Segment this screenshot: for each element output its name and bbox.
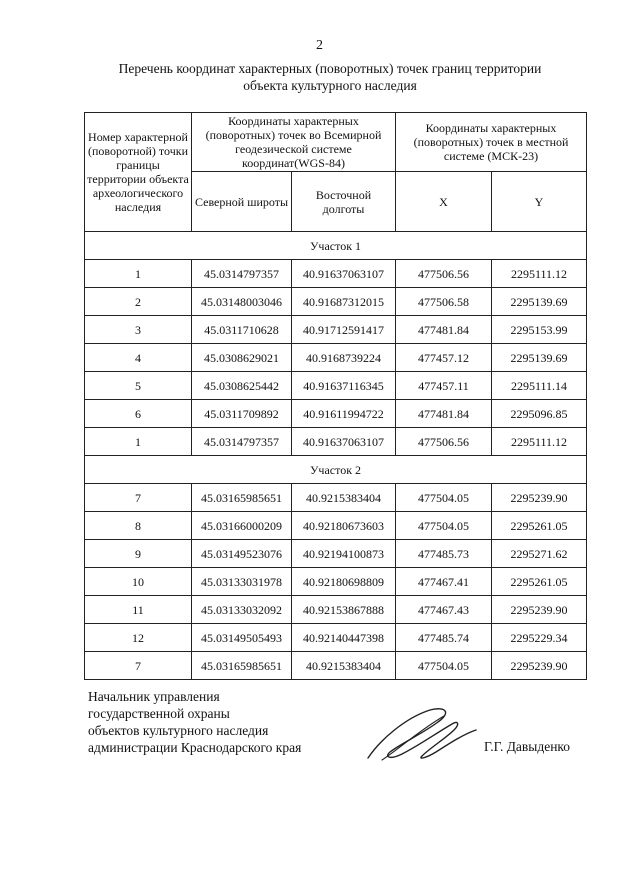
x-coordinate-cell: 477506.58 bbox=[396, 288, 492, 316]
signatory-line-4: администрации Краснодарского края bbox=[88, 740, 302, 755]
y-coordinate-cell: 2295229.34 bbox=[492, 624, 587, 652]
section-row bbox=[85, 232, 587, 260]
point-number-cell: 9 bbox=[85, 540, 192, 568]
x-coordinate-cell: 477485.74 bbox=[396, 624, 492, 652]
point-number-cell: 12 bbox=[85, 624, 192, 652]
y-coordinate-cell: 2295139.69 bbox=[492, 288, 587, 316]
table-row bbox=[85, 400, 587, 428]
latitude-cell: 45.03166000209 bbox=[192, 512, 292, 540]
handwritten-signature bbox=[360, 700, 480, 770]
latitude-cell: 45.0314797357 bbox=[192, 428, 292, 456]
header-x: X bbox=[396, 172, 492, 232]
latitude-cell: 45.03165985651 bbox=[192, 652, 292, 680]
y-coordinate-cell: 2295111.12 bbox=[492, 260, 587, 288]
signatory-line-1: Начальник управления bbox=[88, 689, 220, 704]
point-number-cell: 7 bbox=[85, 484, 192, 512]
point-number-cell: 2 bbox=[85, 288, 192, 316]
point-number-cell: 1 bbox=[85, 428, 192, 456]
header-point-number: Номер характерной (поворотной) точки границы территории объекта археологического наследия bbox=[85, 113, 192, 232]
latitude-cell: 45.03133032092 bbox=[192, 596, 292, 624]
x-coordinate-cell: 477506.56 bbox=[396, 260, 492, 288]
longitude-cell: 40.92140447398 bbox=[292, 624, 396, 652]
y-coordinate-cell: 2295111.12 bbox=[492, 428, 587, 456]
point-number-cell: 5 bbox=[85, 372, 192, 400]
table-row bbox=[85, 568, 587, 596]
table-row bbox=[85, 540, 587, 568]
x-coordinate-cell: 477485.73 bbox=[396, 540, 492, 568]
header-latitude: Северной широты bbox=[192, 172, 292, 232]
longitude-cell: 40.91687312015 bbox=[292, 288, 396, 316]
header-msk23: Координаты характерных (поворотных) точек в местной системе (МСК-23) bbox=[396, 113, 587, 172]
document-title-line-1: Перечень координат характерных (поворотных) точек границ территории bbox=[118, 61, 542, 76]
table-row bbox=[85, 512, 587, 540]
longitude-cell: 40.92180673603 bbox=[292, 512, 396, 540]
latitude-cell: 45.0311710628 bbox=[192, 316, 292, 344]
longitude-cell: 40.91712591417 bbox=[292, 316, 396, 344]
table-row bbox=[85, 260, 587, 288]
x-coordinate-cell: 477504.05 bbox=[396, 484, 492, 512]
document-title-line-2: объекта культурного наследия bbox=[243, 78, 417, 93]
table-row bbox=[85, 288, 587, 316]
x-coordinate-cell: 477504.05 bbox=[396, 652, 492, 680]
y-coordinate-cell: 2295261.05 bbox=[492, 568, 587, 596]
x-coordinate-cell: 477457.11 bbox=[396, 372, 492, 400]
longitude-cell: 40.9168739224 bbox=[292, 344, 396, 372]
y-coordinate-cell: 2295261.05 bbox=[492, 512, 587, 540]
signatory-line-3: объектов культурного наследия bbox=[88, 723, 269, 738]
latitude-cell: 45.03149523076 bbox=[192, 540, 292, 568]
longitude-cell: 40.91637063107 bbox=[292, 428, 396, 456]
point-number-cell: 6 bbox=[85, 400, 192, 428]
latitude-cell: 45.0314797357 bbox=[192, 260, 292, 288]
latitude-cell: 45.03165985651 bbox=[192, 484, 292, 512]
table-row bbox=[85, 484, 587, 512]
latitude-cell: 45.03149505493 bbox=[192, 624, 292, 652]
table-row bbox=[85, 624, 587, 652]
longitude-cell: 40.9215383404 bbox=[292, 484, 396, 512]
point-number-cell: 1 bbox=[85, 260, 192, 288]
y-coordinate-cell: 2295239.90 bbox=[492, 484, 587, 512]
section-title: Участок 2 bbox=[85, 456, 587, 484]
x-coordinate-cell: 477481.84 bbox=[396, 316, 492, 344]
point-number-cell: 4 bbox=[85, 344, 192, 372]
point-number-cell: 11 bbox=[85, 596, 192, 624]
point-number-cell: 7 bbox=[85, 652, 192, 680]
header-y: Y bbox=[492, 172, 587, 232]
table-row bbox=[85, 372, 587, 400]
y-coordinate-cell: 2295239.90 bbox=[492, 652, 587, 680]
y-coordinate-cell: 2295111.14 bbox=[492, 372, 587, 400]
header-longitude: Восточной долготы bbox=[292, 172, 396, 232]
latitude-cell: 45.0308629021 bbox=[192, 344, 292, 372]
signatory-line-2: государственной охраны bbox=[88, 706, 230, 721]
latitude-cell: 45.03133031978 bbox=[192, 568, 292, 596]
longitude-cell: 40.91637116345 bbox=[292, 372, 396, 400]
table-row bbox=[85, 428, 587, 456]
longitude-cell: 40.92180698809 bbox=[292, 568, 396, 596]
point-number-cell: 3 bbox=[85, 316, 192, 344]
section-title: Участок 1 bbox=[85, 232, 587, 260]
longitude-cell: 40.9215383404 bbox=[292, 652, 396, 680]
longitude-cell: 40.91611994722 bbox=[292, 400, 396, 428]
point-number-cell: 8 bbox=[85, 512, 192, 540]
latitude-cell: 45.03148003046 bbox=[192, 288, 292, 316]
table-row bbox=[85, 652, 587, 680]
y-coordinate-cell: 2295239.90 bbox=[492, 596, 587, 624]
y-coordinate-cell: 2295139.69 bbox=[492, 344, 587, 372]
header-wgs84: Координаты характерных (поворотных) точек во Всемирной геодезической системе координат(WGS-84) bbox=[192, 113, 396, 172]
latitude-cell: 45.0311709892 bbox=[192, 400, 292, 428]
y-coordinate-cell: 2295096.85 bbox=[492, 400, 587, 428]
table-row bbox=[85, 316, 587, 344]
coordinates-table-body bbox=[85, 232, 587, 680]
x-coordinate-cell: 477467.41 bbox=[396, 568, 492, 596]
section-row bbox=[85, 456, 587, 484]
latitude-cell: 45.0308625442 bbox=[192, 372, 292, 400]
x-coordinate-cell: 477467.43 bbox=[396, 596, 492, 624]
document-title bbox=[60, 60, 600, 94]
point-number-cell: 10 bbox=[85, 568, 192, 596]
x-coordinate-cell: 477506.56 bbox=[396, 428, 492, 456]
signatory-position bbox=[88, 688, 301, 756]
y-coordinate-cell: 2295271.62 bbox=[492, 540, 587, 568]
coordinates-table-header bbox=[85, 113, 587, 232]
table-row bbox=[85, 596, 587, 624]
page-number: 2 bbox=[316, 38, 323, 53]
x-coordinate-cell: 477504.05 bbox=[396, 512, 492, 540]
x-coordinate-cell: 477481.84 bbox=[396, 400, 492, 428]
longitude-cell: 40.91637063107 bbox=[292, 260, 396, 288]
signatory-name: Г.Г. Давыденко bbox=[484, 739, 571, 754]
x-coordinate-cell: 477457.12 bbox=[396, 344, 492, 372]
longitude-cell: 40.92153867888 bbox=[292, 596, 396, 624]
coordinates-table bbox=[84, 112, 587, 680]
y-coordinate-cell: 2295153.99 bbox=[492, 316, 587, 344]
longitude-cell: 40.92194100873 bbox=[292, 540, 396, 568]
table-row bbox=[85, 344, 587, 372]
